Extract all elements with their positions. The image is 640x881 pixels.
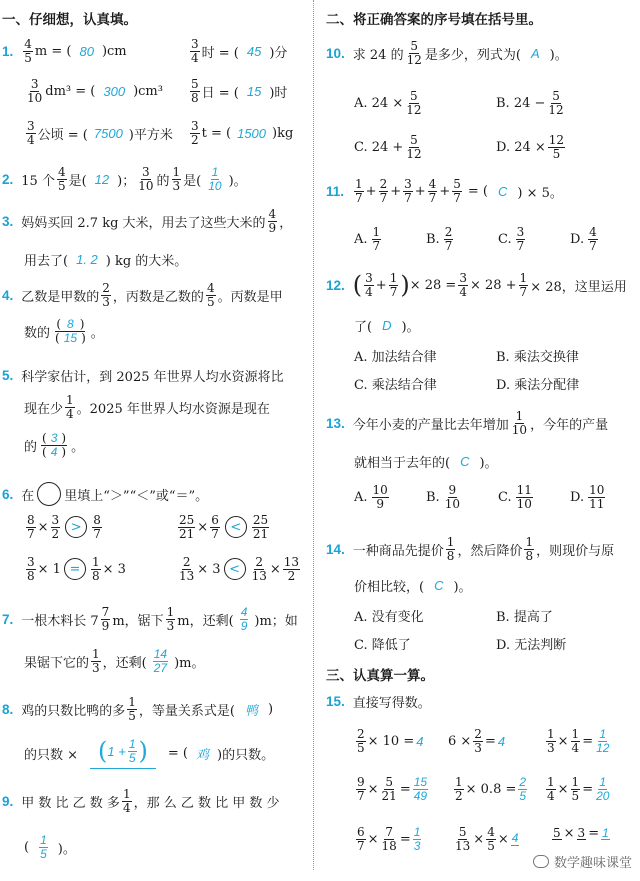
answer: C [434,578,444,593]
text: 的 [24,439,38,455]
text: 里填上“＞”“＜”或“＝”。 [64,488,209,504]
fraction: 25 21 [252,513,269,541]
text: ，那 么 乙 数 比 甲 数 少 [133,795,280,811]
q11-option-c: C. 3 7 [498,225,525,253]
fraction: 3 10 [27,77,43,105]
q13-line-2 [354,452,498,471]
fraction: 1 8 [446,535,455,563]
q14-option-b: B. 提高了 [496,610,553,625]
text: m，还剩( [177,613,234,629]
question-number: 7. [2,611,14,627]
text: ) × 5。 [517,185,563,201]
q6-row-2b: $\frac{2}{13}$ × 3 < $\frac{2}{13}$ × $\frac{13}{2}$ [179,555,300,583]
q10-option-a [354,90,425,116]
fraction: $\frac{13}{2}$ [283,555,300,583]
text: × 28 = [409,277,457,293]
q1-row-1 [2,38,127,64]
fraction: 2 3 [102,281,110,309]
text: )的只数。 [217,748,275,764]
q10-option-d [496,134,567,160]
answer: 45 [246,43,262,59]
text: )时 [269,85,288,101]
text: ) kg 的大米。 [105,254,188,269]
q9-line-1 [2,788,280,814]
text: 的 [156,173,170,189]
text: )。 [549,47,568,63]
answer: A [530,45,540,61]
text: 求 24 的 [352,47,404,63]
compare-circle: < [225,516,247,538]
fraction: 4 9 [268,207,277,235]
answer-fraction: 4 9 [240,605,248,633]
q13-option-c: C. 11 10 [498,483,532,511]
q3-line-1 [2,208,292,234]
text: 是( [68,173,87,189]
text: 鸡的只数比鸭的多 [21,703,126,719]
option-label: C. 24 + [354,139,404,155]
calc-item: $\frac{9}{7}$ × $\frac{5}{21}$ = $\frac{15}{49}$ [357,775,428,803]
q15-title [326,692,431,711]
text: 用去了( [24,254,69,269]
fraction: 1 3 [92,647,100,675]
text: )分 [269,45,288,61]
text: m，锯下 [112,613,164,629]
empty-circle [37,482,61,506]
text: ) [268,701,274,717]
answer: 鸡 [196,748,210,764]
q6-row-2a [24,556,126,582]
answer-fraction: 14 27 [153,647,168,675]
fraction: 1 7 [355,177,363,205]
question-number: 11. [326,183,345,199]
fraction: $\frac{3}{4}$ [459,271,467,299]
fraction: 1 4 [122,787,131,815]
watermark-text: 数学趣味课堂 [553,856,632,871]
fraction: 5 8 [191,77,199,105]
text: 时 = ( [201,45,239,61]
q11-options [354,226,600,252]
q14-option-a: A. 没有变化 [354,610,424,625]
q13-options [354,484,607,510]
fraction: $\frac{25}{21}$ [179,513,195,541]
text: )cm³ [133,83,163,99]
question-number: 13. [326,415,345,431]
option-label: B. 24 − [496,95,546,111]
text: 妈妈买回 2.7 kg 大米，用去了这些大米的 [21,215,266,231]
text: 一种商品先提价 [352,543,444,559]
fraction: $\frac{3}{7}$ [404,177,412,205]
answer: 1500 [237,125,267,141]
text: )m；如 [254,613,298,629]
q14-option-d: D. 无法判断 [496,638,567,653]
q9-line-2 [24,834,76,860]
q11-option-d: D. 4 7 [570,225,597,253]
q11-option-b: B. 2 7 [426,225,453,253]
fraction: $\frac{3}{8}$ [27,555,35,583]
section-1-title: 一、仔细想，认真填。 [2,12,137,28]
q7-line-1 [2,606,298,632]
fraction: 3 2 [191,119,199,147]
q10-stem [326,40,568,66]
fraction: $\frac{4}{7}$ [428,177,437,205]
text: 的只数 × [24,748,79,764]
answer: 7500 [93,125,123,141]
answer: C [497,183,508,199]
fraction: 4 5 [57,165,66,193]
text: 甲 数 比 乙 数 多 [21,795,120,811]
text: ，然后降价 [457,543,523,559]
text: 直接写得数。 [352,696,431,711]
text: 是( [183,173,202,189]
text: = ( [467,183,488,199]
fraction: $\frac{6}{7}$ [211,513,219,541]
q14-option-c: C. 降低了 [354,638,411,653]
q13-option-b: B. 9 10 [426,483,460,511]
left-column [0,0,312,881]
section-2-title: 二、将正确答案的序号填在括号里。 [326,12,542,28]
text: )平方米 [128,127,173,143]
fraction: $\frac{12}{5}$ [548,133,565,161]
fraction: 7 9 [101,605,110,633]
text: )。 [479,456,498,471]
q4-line-2 [24,318,104,344]
question-number: 3. [2,213,14,229]
q7-line-2 [24,648,205,674]
text: )。 [401,320,420,335]
q12-line-2 [354,316,420,335]
compare-circle: = [64,558,86,580]
answer: 12 [94,171,110,187]
text: 了( [354,320,373,335]
text: 日 = ( [201,85,239,101]
fraction: $\frac{5}{12}$ [406,133,422,161]
q8-line-2 [24,738,274,769]
text: 今年小麦的产量比去年增加 [352,417,509,433]
fraction: 4 5 [24,37,32,65]
chat-bubble-icon [533,855,549,868]
fraction: $\frac{5}{12}$ [548,89,564,117]
calc-item: $\frac{1}{3}$ × $\frac{1}{4}$ = $\frac{1}{12}$ [547,727,610,755]
text: 果锯下它的 [24,655,90,671]
text: ， [279,215,293,231]
q6-instruction [2,482,208,506]
q13-option-a: A. 10 9 [354,483,388,511]
column-divider [313,0,314,870]
q12-option-c: C. 乘法结合律 [354,378,437,393]
q13-option-d: D. 10 11 [570,483,605,511]
q4-line-1 [2,282,283,308]
text: ，今年的产量 [530,417,609,433]
answer-expression: ( 1 + $\frac{1}{5}$ ) [90,738,156,769]
text: ，则现价与原 [536,543,615,559]
fraction: 3 4 [365,271,373,299]
text: )； [117,173,136,189]
calc-item: $\frac{2}{5}$ × 10 = 4 [357,727,424,755]
q14-stem [326,536,614,562]
calc-item: $\frac{5}{13}$ × $\frac{4}{5}$ × 4 [455,825,519,853]
q1-row-1b [188,38,287,64]
text: 乙数是甲数的 [21,289,100,305]
text: dm³ = ( [45,83,96,99]
fraction: 1 8 [525,535,534,563]
text: t = ( [201,125,232,141]
text: 。 [71,439,85,455]
text: 公顷 = ( [37,127,88,143]
text: m = ( [34,43,72,59]
answer-fraction: 1 10 [208,165,222,193]
text: 现在少 [24,401,64,417]
text: )m。 [174,655,205,671]
q6-row-1b: $\frac{25}{21}$ × $\frac{6}{7}$ < 25 21 [179,513,269,541]
q5-line-1 [2,366,284,385]
text: 一根木料长 7 [21,613,99,629]
calc-item: $\frac{1}{4}$ × $\frac{1}{5}$ = $\frac{1}{20}$ [547,775,610,803]
fraction: $\frac{2}{7}$ [379,177,388,205]
fraction: $\frac{2}{13}$ [251,555,267,583]
fraction: $\frac{1}{8}$ [91,555,100,583]
text: 价相比较，( [354,580,425,595]
fraction: $\frac{1}{7}$ [519,271,528,299]
option-label: D. 24 × [496,139,546,155]
fraction: 3 10 [138,165,154,193]
question-number: 6. [2,486,14,502]
text: ( [24,839,30,855]
fraction: 1 10 [511,409,528,437]
question-number: 2. [2,171,14,187]
text: 就相当于去年的( [354,456,451,471]
q14-line-2 [354,576,472,595]
question-number: 8. [2,701,14,717]
question-number: 15. [326,694,345,709]
q12-option-d: D. 乘法分配律 [496,378,580,393]
option-label: A. 24 × [354,95,404,111]
compare-circle: < [224,558,246,580]
calc-item: 6 × $\frac{2}{3}$ = 4 [448,727,506,755]
text: × 28，这里运用 [530,279,627,295]
right-column [318,0,640,881]
q1-row-3 [24,120,173,146]
q12-option-b: B. 乘法交换律 [496,350,579,365]
question-number: 12. [326,277,345,293]
compare-circle: > [65,516,87,538]
text: 科学家估计，到 2025 年世界人均水资源将比 [21,370,284,385]
q6-row-1a: $\frac{8}{7}$ × $\frac{3}{2}$ > 8 7 [27,513,101,541]
fraction: 5 12 [406,39,422,67]
answer-fraction: 1 5 [40,833,47,861]
text: )kg [272,125,294,141]
q10-option-b [496,90,567,116]
q5-line-3 [24,432,84,458]
fraction: $\frac{2}{13}$ [179,555,195,583]
question-number: 4. [2,287,14,303]
q10-option-c [354,134,425,160]
fraction: $\frac{3}{2}$ [51,513,60,541]
text: 数的 [24,325,51,341]
watermark [533,852,632,871]
answer: 15 [246,83,262,99]
q8-line-1 [2,696,273,722]
q11-stem: 11. 1 7 + $\frac{2}{7}$ + $\frac{3}{7}$ + $\frac{4}{7}$ + $\frac{5}{7}$ = ( C ) × 5。 [326,177,563,205]
answer-fraction: ( 3 ) ( 4 ) [42,431,67,459]
text: × 28 + [469,277,517,293]
fraction: $\frac{8}{7}$ [27,513,35,541]
q11-option-a: A. 1 7 [354,225,381,253]
text: 。2025 年世界人均水资源是现在 [76,401,270,417]
q5-line-2 [24,394,270,420]
text: 。丙数是甲 [217,289,283,305]
calc-item: 5 × 3 = 1 [553,825,609,841]
fraction: 3 4 [27,119,35,147]
text: × 1 [37,561,61,577]
text: 在 [21,488,35,504]
question-number: 9. [2,793,14,809]
text: 是多少，列式为( [424,47,521,63]
q12-option-a: A. 加法结合律 [354,350,437,365]
text: ，还剩( [102,655,147,671]
answer-fraction: ( 8 ) ( 15 ) [55,317,86,345]
section-3-title: 三、认真算一算。 [326,668,434,684]
text: ，等量关系式是( [138,703,235,719]
fraction: 1 5 [128,695,136,723]
text: × 3 [102,561,126,577]
q1-row-2 [24,78,163,104]
answer: 1. 2 [76,252,98,267]
calc-item: $\frac{6}{7}$ × $\frac{7}{18}$ = $\frac{1}{3}$ [357,825,421,853]
answer: D [382,318,392,333]
q1-row-3b [188,120,293,146]
question-number: 10. [326,45,345,61]
q2 [2,166,247,192]
text: 。 [90,325,104,341]
text: ，丙数是乙数的 [112,289,204,305]
fraction: $\frac{5}{7}$ [453,177,461,205]
text: 15 个 [21,173,55,189]
text: )。 [57,841,76,857]
text: )。 [453,580,472,595]
q3-line-2 [24,250,187,269]
fraction: 8 7 [93,513,101,541]
fraction: 1 3 [172,165,181,193]
fraction: 1 3 [166,605,175,633]
calc-item: $\frac{1}{2}$ × 0.8 = $\frac{2}{5}$ [455,775,527,803]
answer: 300 [103,83,126,99]
text: )。 [228,173,247,189]
answer: 80 [79,43,94,59]
fraction: $\frac{1}{7}$ [389,271,398,299]
q13-stem [326,410,608,436]
answer: 鸭 [245,703,259,719]
fraction: 1 4 [66,393,74,421]
text: )cm [101,43,127,59]
q12-stem: 12. ( 3 4 + $\frac{1}{7}$ ) × 28 = $\frac{3}{4}$ × 28 + $\frac{1}{7}$ × 28，这里运用 [326,271,627,300]
text: = ( [167,746,189,762]
fraction: 4 5 [206,281,215,309]
q1-row-2b [188,78,287,104]
question-number: 5. [2,368,14,383]
fraction: $\frac{5}{12}$ [406,89,422,117]
text: × 3 [197,561,221,577]
fraction: 3 4 [191,37,199,65]
question-number: 14. [326,541,345,557]
answer: C [460,454,470,469]
question-number: 1. [2,43,14,59]
